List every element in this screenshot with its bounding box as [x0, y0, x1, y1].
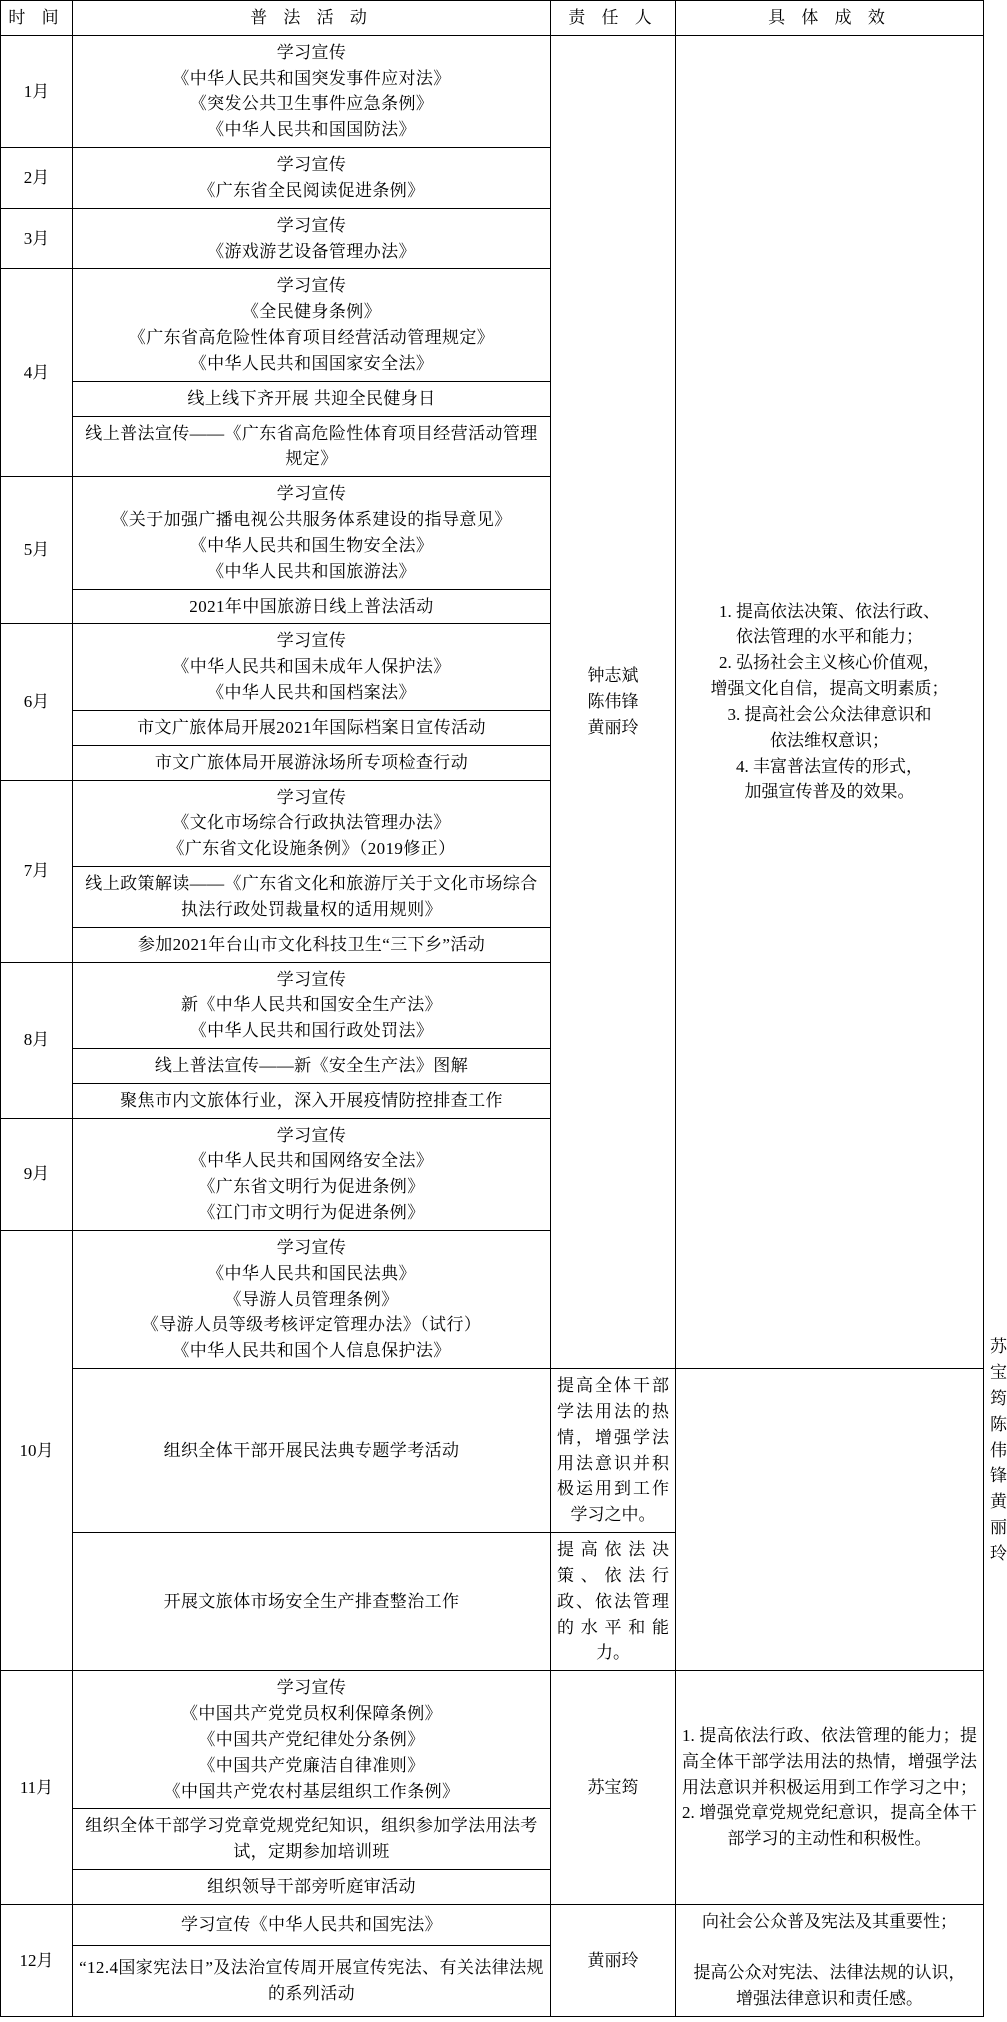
activity-cell: 学习宣传 《中国共产党党员权利保障条例》 《中国共产党纪律处分条例》 《中国共产党廉洁自律准则》 《中国共产党农村基层组织工作条例》 — [73, 1671, 551, 1809]
header-time: 时 间 — [1, 1, 73, 36]
activity-cell: 参加2021年台山市文化科技卫生“三下乡”活动 — [73, 927, 551, 962]
activity-cell: 学习宣传 新《中华人民共和国安全生产法》 《中华人民共和国行政处罚法》 — [73, 962, 551, 1048]
month-label-feb: 2月 — [1, 148, 73, 209]
effect-cell-main: 1. 提高依法决策、依法行政、 依法管理的水平和能力； 2. 弘扬社会主义核心价值观， 增强文化自信，提高文明素质； 3. 提高社会公众法律意识和 依法维权意识； 4. 丰富普法宣传的形式， 加强宣传普及的效果。 — [676, 35, 984, 1368]
activity-cell: 组织领导干部旁听庭审活动 — [73, 1870, 551, 1905]
activity-cell: 组织全体干部开展民法典专题学考活动 — [73, 1369, 551, 1533]
activity-cell: “12.4国家宪法日”及法治宣传周开展宣传宪法、有关法律法规的系列活动 — [73, 1945, 551, 2016]
header-effect: 具 体 成 效 — [676, 1, 984, 36]
activity-cell: 学习宣传《中华人民共和国宪法》 — [73, 1904, 551, 1945]
table-body — [1, 35, 1007, 2016]
activity-cell: 线上政策解读——《广东省文化和旅游厅关于文化市场综合执法行政处罚裁量权的适用规则》 — [73, 867, 551, 928]
header-person: 责 任 人 — [551, 1, 676, 36]
activity-cell: 线上线下齐开展 共迎全民健身日 — [73, 381, 551, 416]
month-label-oct: 10月 — [1, 1230, 73, 1670]
person-cell-group1: 钟志斌 陈伟锋 黄丽玲 — [551, 35, 676, 1368]
table-row — [1, 35, 984, 147]
activity-cell: 学习宣传 《游戏游艺设备管理办法》 — [73, 208, 551, 269]
activity-cell: 学习宣传 《中华人民共和国民法典》 《导游人员管理条例》 《导游人员等级考核评定管理办法》（试行） 《中华人民共和国个人信息保护法》 — [73, 1230, 551, 1368]
activity-cell: 学习宣传 《广东省全民阅读促进条例》 — [73, 148, 551, 209]
table-row — [1, 1904, 984, 1945]
month-label-may: 5月 — [1, 477, 73, 624]
table-row — [1, 1369, 984, 1533]
activity-cell: 学习宣传 《中华人民共和国突发事件应对法》 《突发公共卫生事件应急条例》 《中华人民共和国国防法》 — [73, 35, 551, 147]
table-header — [1, 1, 984, 36]
effect-cell-nov: 1. 提高依法行政、依法管理的能力；提高全体干部学法用法的热情，增强学法用法意识并积极运用到工作学习之中；2. 增强党章党规党纪意识，提高全体干部学习的主动性和积极性。 — [676, 1671, 984, 1905]
month-label-aug: 8月 — [1, 962, 73, 1118]
activity-cell: 聚焦市内文旅体行业，深入开展疫情防控排查工作 — [73, 1083, 551, 1118]
activity-cell: 市文广旅体局开展游泳场所专项检查行动 — [73, 745, 551, 780]
activity-cell: 线上普法宣传——新《安全生产法》图解 — [73, 1048, 551, 1083]
month-label-dec: 12月 — [1, 1904, 73, 2016]
activity-cell: 学习宣传 《文化市场综合行政执法管理办法》 《广东省文化设施条例》（2019修正） — [73, 780, 551, 866]
month-label-apr: 4月 — [1, 269, 73, 477]
activity-cell: 学习宣传 《中华人民共和国未成年人保护法》 《中华人民共和国档案法》 — [73, 624, 551, 710]
activity-cell: 线上普法宣传——《广东省高危险性体育项目经营活动管理规定》 — [73, 416, 551, 477]
month-label-mar: 3月 — [1, 208, 73, 269]
table-row: 10月 学习宣传 《中华人民共和国民法典》 《导游人员管理条例》 《导游人员等级考核评定管理办法》（试行） 《中华人民共和国个人信息保护法》 苏宝筠 陈伟锋 黄丽玲 — [1, 1230, 984, 1368]
activity-cell: 2021年中国旅游日线上普法活动 — [73, 589, 551, 624]
activity-cell: 学习宣传 《全民健身条例》 《广东省高危险性体育项目经营活动管理规定》 《中华人民共和国国家安全法》 — [73, 269, 551, 381]
header-row — [1, 1, 984, 36]
activity-cell: 开展文旅体市场安全生产排查整治工作 — [73, 1533, 551, 1671]
effect-cell-oct-b: 提高依法决策、依法行政、依法管理的水平和能力。 — [551, 1533, 676, 1671]
activity-cell: 学习宣传 《中华人民共和国网络安全法》 《广东省文明行为促进条例》 《江门市文明行为促进条例》 — [73, 1118, 551, 1230]
month-label-sep: 9月 — [1, 1118, 73, 1230]
person-cell-group3: 苏宝筠 — [551, 1671, 676, 1905]
table-row — [1, 1533, 984, 1671]
month-label-jun: 6月 — [1, 624, 73, 780]
effect-cell-dec: 向社会公众普及宪法及其重要性； 提高公众对宪法、法律法规的认识， 增强法律意识和责任感。 — [676, 1904, 984, 2016]
activity-cell: 组织全体干部学习党章党规党纪知识，组织参加学法用法考试，定期参加培训班 — [73, 1809, 551, 1870]
effect-cell-oct-a: 提高全体干部学法用法的热情，增强学法用法意识并积极运用到工作学习之中。 — [551, 1369, 676, 1533]
month-label-jul: 7月 — [1, 780, 73, 962]
month-label-nov: 11月 — [1, 1671, 73, 1905]
table-row — [1, 1671, 984, 1809]
activity-cell: 学习宣传 《关于加强广播电视公共服务体系建设的指导意见》 《中华人民共和国生物安全法》 《中华人民共和国旅游法》 — [73, 477, 551, 589]
header-activity: 普 法 活 动 — [73, 1, 551, 36]
activity-cell: 市文广旅体局开展2021年国际档案日宣传活动 — [73, 710, 551, 745]
month-label-jan: 1月 — [1, 35, 73, 147]
person-cell-group4: 黄丽玲 — [551, 1904, 676, 2016]
